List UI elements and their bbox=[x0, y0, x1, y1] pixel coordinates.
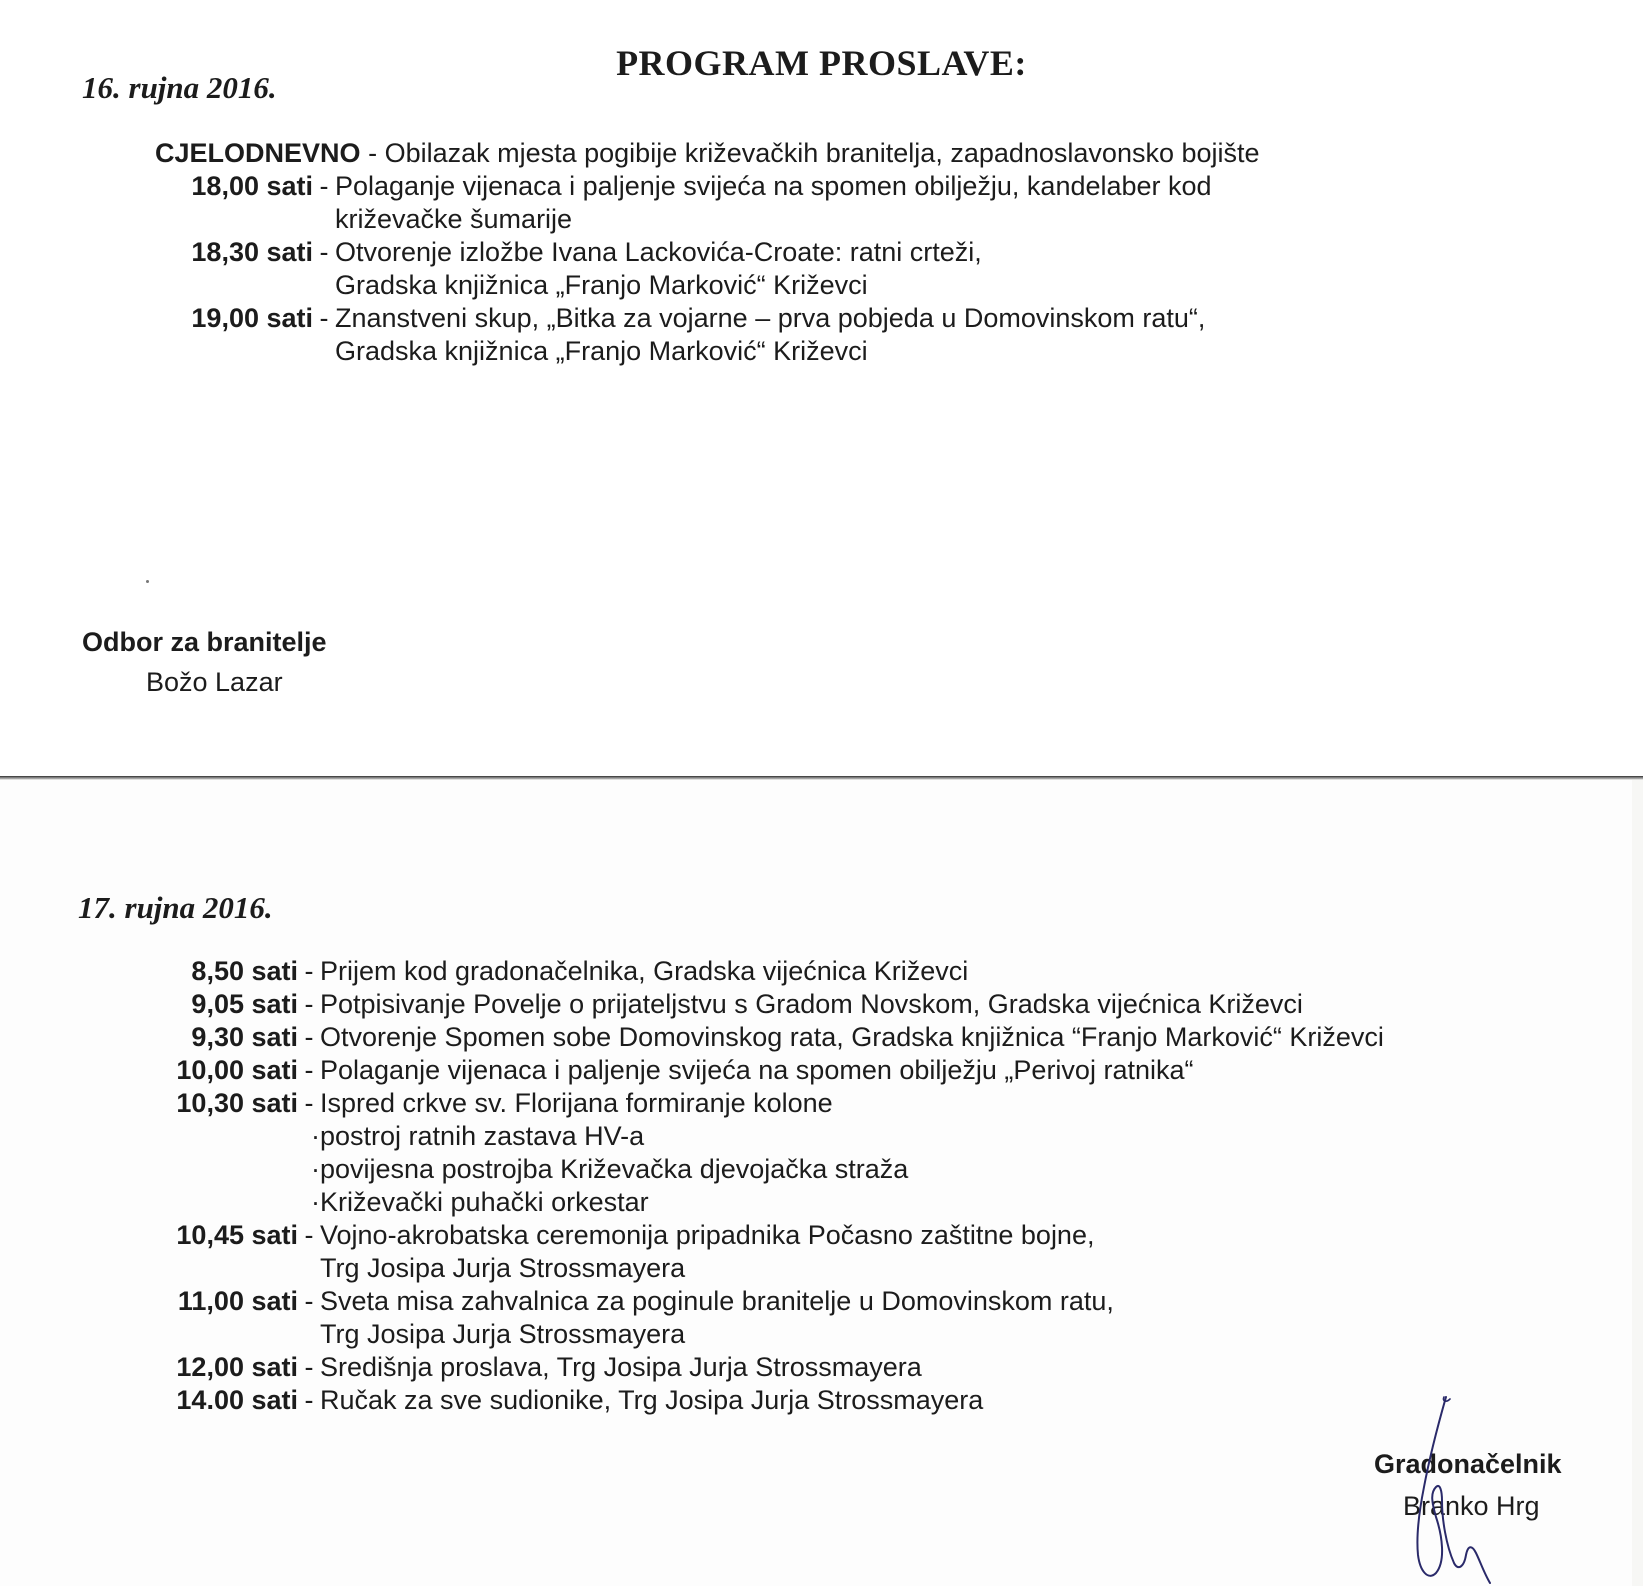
separator: - bbox=[304, 1385, 314, 1415]
schedule-text: Potpisivanje Povelje o prijateljstvu s Gradom Novskom, Gradska vijećnica Križevci bbox=[320, 989, 1303, 1019]
schedule-text: Središnja proslava, Trg Josipa Jurja Strossmayera bbox=[320, 1352, 922, 1382]
schedule-text-continued: križevačke šumarije bbox=[335, 204, 573, 234]
schedule-time: 18,30 sati bbox=[191, 237, 313, 267]
schedule-row bbox=[150, 1285, 1630, 1318]
day1-schedule bbox=[155, 137, 1625, 368]
separator: - bbox=[304, 1055, 314, 1085]
separator: - bbox=[319, 237, 329, 267]
schedule-text: Otvorenje izložbe Ivana Lackovića-Croate: ratni crteži, bbox=[335, 237, 982, 267]
schedule-text: Otvorenje Spomen sobe Domovinskog rata, Gradska knjižnica “Franjo Marković“ Križevci bbox=[320, 1022, 1384, 1052]
schedule-row-all-day bbox=[155, 137, 1625, 170]
schedule-time: 9,30 sati bbox=[191, 1022, 298, 1052]
schedule-time: 10,30 sati bbox=[176, 1088, 298, 1118]
schedule-text-continued: Trg Josipa Jurja Strossmayera bbox=[320, 1253, 686, 1283]
separator: - bbox=[304, 1352, 314, 1382]
schedule-text: Sveta misa zahvalnica za poginule branitelje u Domovinskom ratu, bbox=[320, 1286, 1114, 1316]
paper-speck bbox=[146, 580, 149, 583]
schedule-time: 10,45 sati bbox=[176, 1220, 298, 1250]
bullet-dot-icon: · bbox=[311, 1121, 320, 1151]
schedule-time: 12,00 sati bbox=[176, 1352, 298, 1382]
schedule-time: 10,00 sati bbox=[176, 1055, 298, 1085]
schedule-text: Znanstveni skup, „Bitka za vojarne – prva pobjeda u Domovinskom ratu“, bbox=[335, 303, 1206, 333]
schedule-text: Polaganje vijenaca i paljenje svijeća na spomen obilježju, kandelaber kod bbox=[335, 171, 1212, 201]
schedule-time: 14.00 sati bbox=[176, 1385, 298, 1415]
schedule-text-continued: Gradska knjižnica „Franjo Marković“ Križevci bbox=[335, 270, 868, 300]
separator: - bbox=[304, 956, 314, 986]
schedule-text: Polaganje vijenaca i paljenje svijeća na spomen obilježju „Perivoj ratnika“ bbox=[320, 1055, 1194, 1085]
bullet-dot-icon: · bbox=[311, 1187, 320, 1217]
schedule-text: Vojno-akrobatska ceremonija pripadnika Počasno zaštitne bojne, bbox=[320, 1220, 1095, 1250]
schedule-row bbox=[150, 1351, 1630, 1384]
bullet-item bbox=[150, 1120, 1630, 1153]
signatory-name: Branko Hrg bbox=[1403, 1491, 1540, 1521]
schedule-time: 9,05 sati bbox=[191, 989, 298, 1019]
all-day-label: CJELODNEVNO bbox=[155, 138, 361, 168]
schedule-time: 18,00 sati bbox=[191, 171, 313, 201]
schedule-text: Prijem kod gradonačelnika, Gradska vijećnica Križevci bbox=[320, 956, 969, 986]
signatory-name: Božo Lazar bbox=[146, 667, 283, 697]
separator: - bbox=[368, 138, 385, 168]
all-day-text: Obilazak mjesta pogibije križevačkih branitelja, zapadnoslavonsko bojište bbox=[384, 138, 1260, 168]
separator: - bbox=[319, 303, 329, 333]
schedule-text-continued: Trg Josipa Jurja Strossmayera bbox=[320, 1319, 686, 1349]
schedule-row bbox=[150, 1219, 1630, 1252]
handwritten-signature-icon bbox=[1380, 1395, 1500, 1585]
bullet-text: Križevački puhački orkestar bbox=[320, 1187, 649, 1217]
signatory-role: Odbor za branitelje bbox=[82, 627, 327, 657]
separator: - bbox=[304, 1220, 314, 1250]
separator: - bbox=[304, 1088, 314, 1118]
separator: - bbox=[304, 1022, 314, 1052]
schedule-row bbox=[150, 1021, 1630, 1054]
separator: - bbox=[304, 989, 314, 1019]
schedule-time: 19,00 sati bbox=[191, 303, 313, 333]
separator: - bbox=[304, 1286, 314, 1316]
day1-date: 16. rujna 2016. bbox=[82, 70, 277, 105]
schedule-row bbox=[150, 955, 1630, 988]
bullet-text: povijesna postrojba Križevačka djevojačka straža bbox=[320, 1154, 909, 1184]
schedule-row bbox=[155, 302, 1625, 335]
bullet-item bbox=[150, 1186, 1630, 1219]
schedule-time: 8,50 sati bbox=[191, 956, 298, 986]
schedule-time: 11,00 sati bbox=[177, 1286, 298, 1316]
bullet-item bbox=[150, 1153, 1630, 1186]
day2-schedule bbox=[150, 955, 1630, 1417]
bullet-dot-icon: · bbox=[311, 1154, 320, 1184]
schedule-row bbox=[150, 1054, 1630, 1087]
schedule-row bbox=[155, 170, 1625, 203]
signatory-role: Gradonačelnik bbox=[1374, 1449, 1562, 1479]
schedule-text: Ispred crkve sv. Florijana formiranje kolone bbox=[320, 1088, 833, 1118]
schedule-row bbox=[155, 236, 1625, 269]
day1-signature-block bbox=[82, 622, 327, 702]
day2-date: 17. rujna 2016. bbox=[78, 890, 273, 925]
schedule-row bbox=[150, 988, 1630, 1021]
schedule-row bbox=[150, 1087, 1630, 1120]
bullet-text: postroj ratnih zastava HV-a bbox=[320, 1121, 645, 1151]
schedule-text: Ručak za sve sudionike, Trg Josipa Jurja Strossmayera bbox=[320, 1385, 984, 1415]
document-title: PROGRAM PROSLAVE: bbox=[616, 43, 1027, 84]
separator: - bbox=[319, 171, 329, 201]
schedule-text-continued: Gradska knjižnica „Franjo Marković“ Križevci bbox=[335, 336, 868, 366]
